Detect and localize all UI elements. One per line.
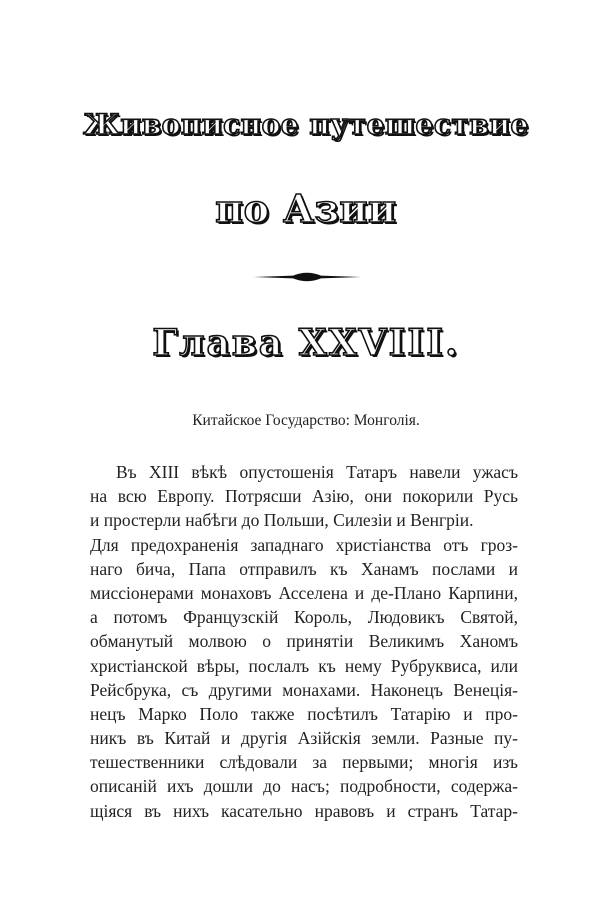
text-line: щіяся въ нихъ касательно нравовъ и странъ Татар- bbox=[90, 800, 518, 821]
text-line: на всю Европу. Потрясши Азію, они покорили Русь bbox=[90, 486, 518, 507]
text-line: Въ XIII вѣкѣ опустошенія Татаръ навели ужасъ bbox=[116, 462, 518, 482]
chapter-heading: Глава XXVIII. bbox=[152, 322, 460, 364]
text-line: никъ въ Китай и другія Азійскія земли. Разные пу- bbox=[90, 728, 518, 749]
text-line: Для предохраненія западнаго христіанства отъ гроз- bbox=[90, 534, 518, 555]
book-title-line-1: Живописное путешествие bbox=[83, 108, 529, 141]
text-line: и простерли набѣги до Польши, Силезіи и Венгріи. bbox=[90, 510, 474, 531]
ornamental-divider bbox=[253, 271, 361, 283]
text-line: а потомъ Французскій Король, Людовикъ Святой, bbox=[90, 607, 518, 628]
text-line: описаній ихъ дошли до насъ; подробности, содержа- bbox=[90, 776, 518, 797]
text-line: обманутый молвою о принятіи Великимъ Ханомъ bbox=[90, 631, 518, 652]
book-title-line-2: по Азии bbox=[215, 186, 397, 231]
text-line: нецъ Марко Поло также посѣтилъ Татарію и про- bbox=[90, 703, 518, 724]
text-line: наго бича, Папа отправилъ къ Ханамъ послами и bbox=[90, 558, 518, 579]
text-line: тешественники слѣдовали за первыми; многія изъ bbox=[90, 752, 518, 773]
text-line: Рейсбрука, съ другими монахами. Наконецъ Венеція- bbox=[90, 679, 518, 700]
text-line: христіанской вѣры, послалъ къ нему Рубруквиса, или bbox=[90, 655, 518, 676]
body-text bbox=[90, 460, 518, 823]
text-line: миссіонерами монаховъ Асселена и де-Плано Карпини, bbox=[90, 582, 518, 603]
chapter-subtitle: Китайское Государство: Монголія. bbox=[192, 412, 420, 429]
